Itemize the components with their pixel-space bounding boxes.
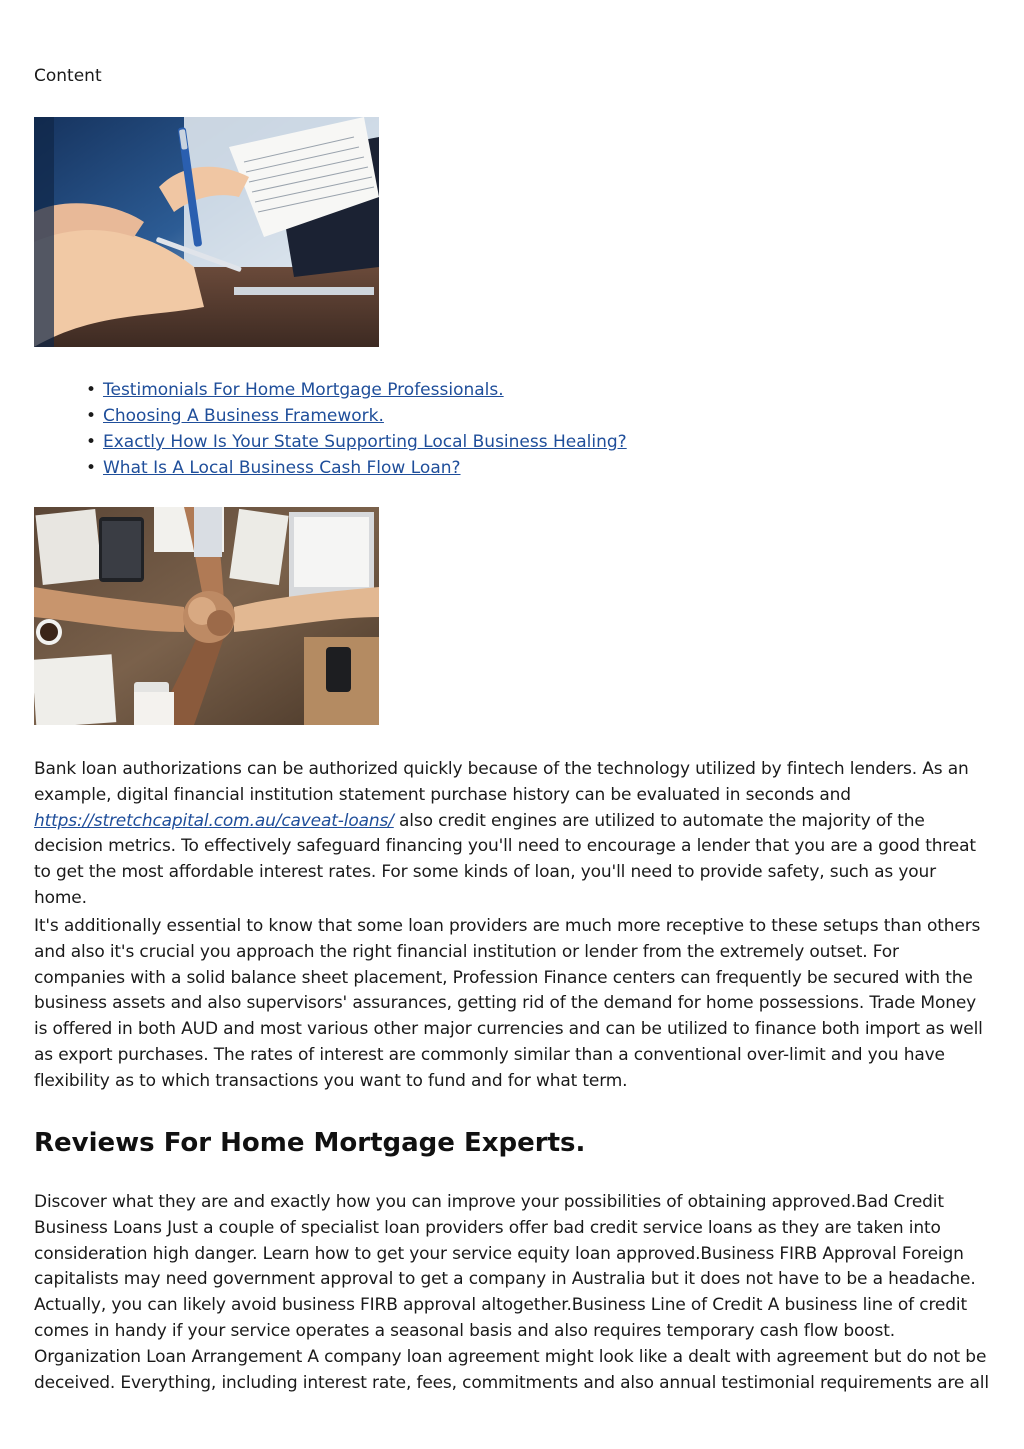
bullet-icon: •	[86, 432, 97, 452]
content-label: Content	[34, 66, 102, 86]
bullet-icon: •	[86, 380, 97, 400]
toc-item	[86, 377, 627, 403]
team-fist-bump-photo	[34, 507, 379, 725]
document-signing-photo-art	[34, 117, 379, 347]
body-paragraph-3: Discover what they are and exactly how you can improve your possibilities of obtaining approved.Bad Credit Business Loans Just a couple of specialist loan providers offer bad credit service loans as they are taken into consideration high danger. Learn how to get your service equity loan approved.Business FIRB Approval Foreign capitalists may need government approval to get a company in Australia but it does not have to be a headache. Actually, you can likely avoid business FIRB approval altogether.Business Line of Credit A business line of credit comes in handy if your service operates a seasonal basis and also requires temporary cash flow boost. Organization Loan Arrangement A company loan agreement might look like a dealt with agreement but do not be deceived. Everything, including interest rate, fees, commitments and also annual testimonial requirements are all	[34, 1192, 989, 1393]
paragraph-text: Bank loan authorizations can be authorized quickly because of the technology utilized by fintech lenders. As an example, digital financial institution statement purchase history can be evaluated in seconds and	[34, 759, 969, 805]
table-of-contents	[86, 377, 627, 481]
toc-link-testimonials[interactable]: Testimonials For Home Mortgage Professionals.	[103, 380, 504, 400]
toc-link-business-framework[interactable]: Choosing A Business Framework.	[103, 406, 384, 426]
toc-item	[86, 429, 627, 455]
body-paragraph-2: It's additionally essential to know that some loan providers are much more receptive to these setups than others and also it's crucial you approach the right financial institution or lender from the extremely outset. For companies with a solid balance sheet placement, Profession Finance centers can frequently be secured with the business assets and also supervisors' assurances, getting rid of the demand for home possessions. Trade Money is offered in both AUD and most various other major currencies and can be utilized to finance both import as well as export purchases. The rates of interest are commonly similar than a conventional over-limit and you have flexibility as to which transactions you want to fund and for what term.	[34, 916, 983, 1091]
document-signing-photo	[34, 117, 379, 347]
body-paragraph-1	[34, 757, 990, 912]
bullet-icon: •	[86, 406, 97, 426]
toc-item	[86, 403, 627, 429]
section-heading: Reviews For Home Mortgage Experts.	[34, 1128, 586, 1158]
caveat-loans-link[interactable]: https://stretchcapital.com.au/caveat-loans/	[34, 810, 394, 831]
bullet-icon: •	[86, 458, 97, 478]
paragraph-text: also credit engines are utilized to automate the majority of the decision metrics. To effectively safeguard financing you'll need to encourage a lender that you are a good threat to get the most affordable interest rates. For some kinds of loan, you'll need to provide safety, such as your home.	[34, 810, 976, 908]
toc-link-cash-flow-loan[interactable]: What Is A Local Business Cash Flow Loan?	[103, 458, 461, 478]
toc-item	[86, 455, 627, 481]
toc-link-state-support[interactable]: Exactly How Is Your State Supporting Local Business Healing?	[103, 432, 627, 452]
team-fist-bump-photo-art	[34, 507, 379, 725]
